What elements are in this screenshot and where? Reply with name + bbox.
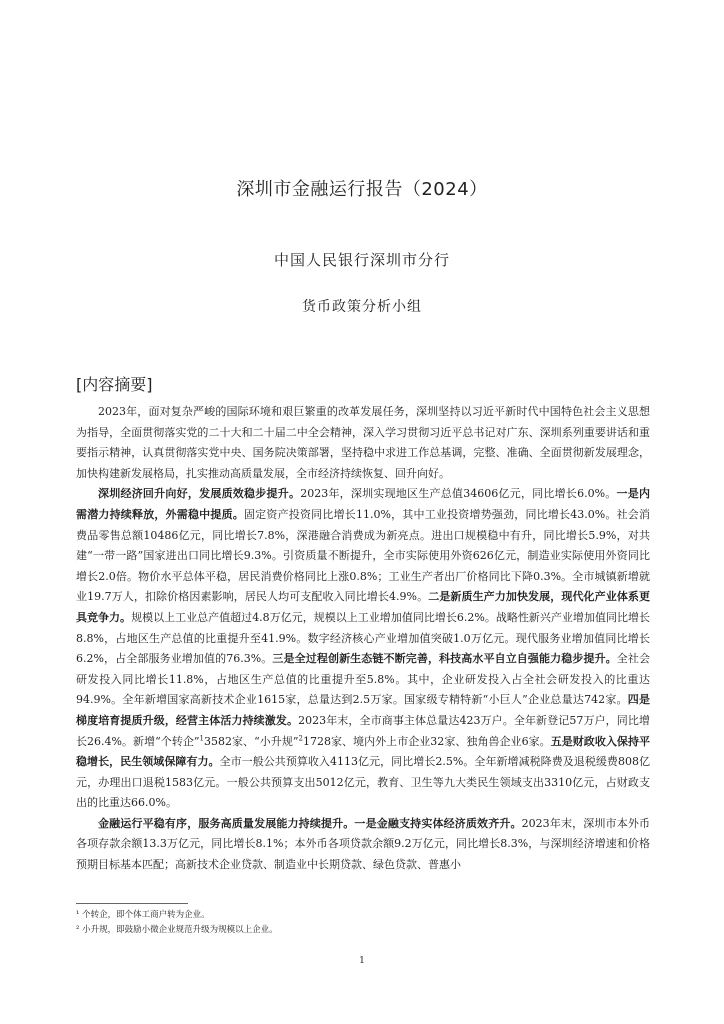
paragraph-text: 1728家、境内外上市企业32家、独角兽企业6家。 [302, 734, 551, 748]
bold-lead: 四是梯度培育提质升级，经营主体活力持续激发。 [76, 693, 651, 727]
paragraph-text: 固定资产投资同比增长11.0%，其中工业投资增势强劲，同比增长43.0%。社会消费品零售总额10486亿元，同比增长7.8%，深港融合消费成为新亮点。进出口规模稳中有升，同比增长5.9%，对共建“一带一路”国家进出口同比增长9.3%。引资质量不断提升，全市实际使用外资626亿元，制造业实际使用外资同比增长2.0倍。物价水平总体平稳，居民消费价格同比上涨0.8%；工业生产者出厂价格同比下降0.3%。全市城镇新增就业19.7万人，扣除价格因素影响，居民人均可支配收入同比增长4.9%。 [76, 507, 651, 604]
report-title: 深圳市金融运行报告（2024） [236, 179, 488, 200]
footnote-2: ² 小升规，即鼓励小微企业规范升级为规模以上企业。 [76, 925, 278, 935]
page-number: 1 [359, 956, 365, 966]
paragraph-text: 规模以上工业总产值超过4.8万亿元，规模以上工业增加值同比增长6.2%。战略性新兴产业增加值同比增长8.8%，占地区生产总值的比重提升至41.9%。数字经济核心产业增加值突破1.0万亿元。现代服务业增加值同比增长6.2%，占全部服务业增加值的76.3%。 [76, 610, 651, 666]
footnote-ref-1[interactable]: 1 [199, 733, 204, 742]
bold-lead: 金融运行平稳有序，服务高质量发展能力持续提升。一是金融支持实体经济质效齐升。 [98, 816, 522, 830]
bold-lead: 五是财政收入保持平稳增长，民生领域保障有力。 [76, 734, 650, 769]
paragraph-text: 2023年末，深圳市本外币各项存款余额13.3万亿元，同比增长8.1%；本外币各项贷款余额9.2万亿元，同比增长8.3%，与深圳经济增速和价格预期目标基本匹配；高新技术企业贷款、制造业中长期贷款、绿色贷款、普惠小 [76, 816, 651, 872]
paragraph-text: 全市一般公共预算收入4113亿元，同比增长2.5%。全年新增减税降费及退税缓费808亿元，办理出口退税1583亿元。一般公共预算支出5012亿元，教育、卫生等九大类民生领域支出3310亿元，占财政支出的比重达66.0%。 [76, 755, 651, 810]
organization-name: 中国人民银行深圳市分行 [273, 251, 450, 269]
bold-lead: 二是新质生产力加快发展，现代化产业体系更具竞争力。 [76, 590, 651, 624]
department-name: 货币政策分析小组 [302, 299, 422, 315]
paragraph-text: 全社会研发投入同比增长11.8%，占地区生产总值的比重提升至5.8%。其中，企业研发投入占全社会研发投入的比重达94.9%。全年新增国家高新技术企业1615家，总量达到2.5万家。国家级专精特新“小巨人”企业总量达742家。 [76, 652, 651, 707]
paragraph-text: 2023年，深圳实现地区生产总值34606亿元，同比增长6.0%。 [300, 487, 617, 501]
bold-lead: 三是全过程创新生态链不断完善，科技高水平自立自强能力稳步提升。 [272, 652, 617, 666]
bold-lead: 一是内需潜力持续释放，外需稳中提质。 [76, 487, 651, 521]
footnotes [76, 908, 650, 938]
paragraph-finance [76, 814, 650, 876]
footnote-1: ¹ 个转企，即个体工商户转为企业。 [76, 910, 210, 920]
abstract-body [76, 402, 650, 876]
footnote-ref-2[interactable]: 2 [298, 733, 303, 742]
section-heading: [内容摘要] [76, 375, 153, 394]
footnote-divider [76, 903, 188, 904]
paragraph-text: 3582家、“小升规” [203, 734, 299, 748]
paragraph-economy [76, 484, 650, 814]
paragraph-text: 2023年末，全市商事主体总量达423万户。全年新登记57万户，同比增长26.4%。新增“个转企” [76, 713, 650, 748]
bold-lead: 深圳经济回升向好，发展质效稳步提升。 [98, 487, 301, 501]
paragraph-intro: 2023年，面对复杂严峻的国际环境和艰巨繁重的改革发展任务，深圳坚持以习近平新时代中国特色社会主义思想为指导，全面贯彻落实党的二十大和二十届二中全会精神，深入学习贯彻习近平总书记对广东、深圳系列重要讲话和重要指示精神，认真贯彻落实党中央、国务院决策部署，坚持稳中求进工作总基调，完整、准确、全面贯彻新发展理念，加快构建新发展格局，扎实推动高质量发展，全市经济持续恢复、回升向好。 [76, 405, 650, 480]
